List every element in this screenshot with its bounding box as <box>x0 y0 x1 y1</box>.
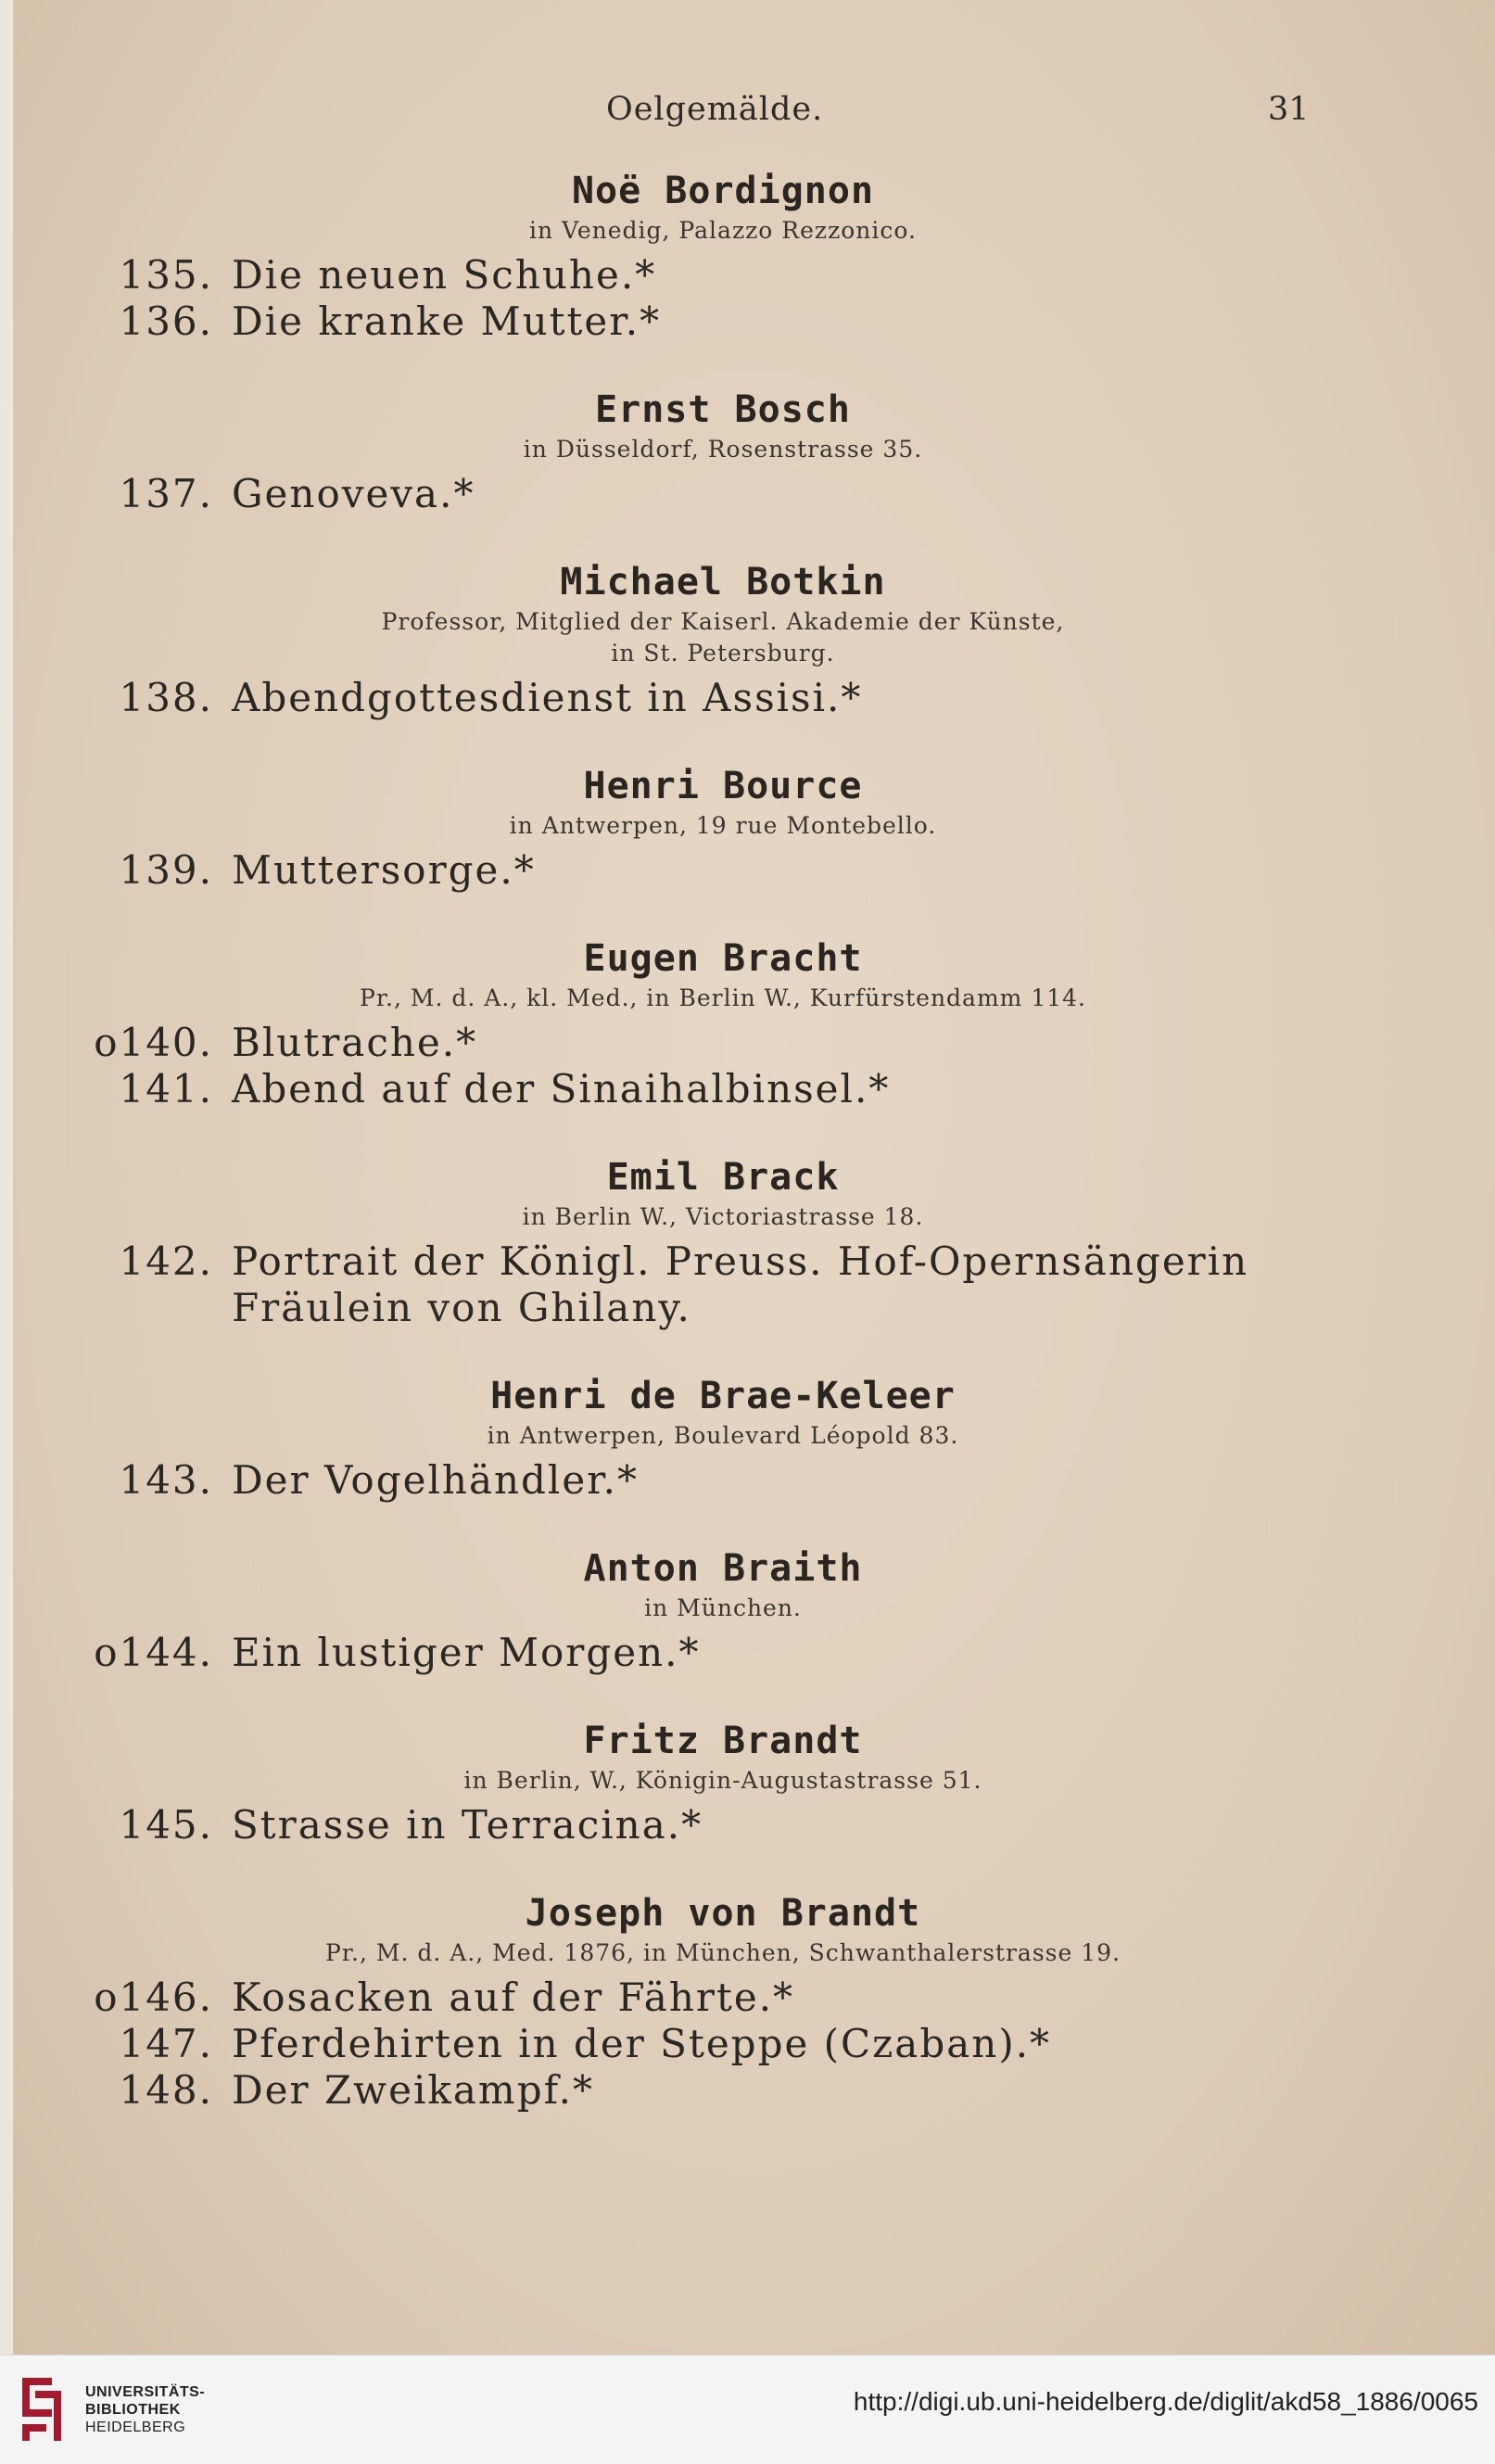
work-item <box>0 1066 1495 1112</box>
artist-entry <box>0 167 1495 345</box>
work-title: Muttersorge.* <box>232 847 536 893</box>
artist-entry <box>0 1544 1495 1676</box>
artist-entry <box>0 1889 1495 2114</box>
work-item <box>0 2021 1495 2067</box>
artist-address: in Venedig, Palazzo Rezzonico. <box>529 217 917 244</box>
artist-address: Professor, Mitglied der Kaiserl. Akademie der Künste, <box>381 608 1065 635</box>
work-item <box>0 471 1495 517</box>
works-list <box>0 675 1495 721</box>
artist-entry <box>0 762 1495 894</box>
artist-header <box>0 1889 1446 1969</box>
work-number: 137. <box>119 471 213 516</box>
work-title: Portrait der Königl. Preuss. Hof-Opernsängerin <box>232 1238 1249 1284</box>
artist-name: Henri de Brae-Keleer <box>490 1375 956 1417</box>
page-number: 31 <box>1268 91 1310 128</box>
artist-name: Noë Bordignon <box>571 170 875 212</box>
artist-entry <box>0 1153 1495 1331</box>
work-item <box>0 675 1495 721</box>
artist-header <box>0 1372 1446 1452</box>
works-list <box>0 471 1495 517</box>
library-logo-icon <box>15 2372 74 2446</box>
works-list <box>0 1238 1495 1331</box>
artist-entry <box>0 1372 1495 1504</box>
artist-name: Eugen Bracht <box>583 937 863 980</box>
artist-address: in Antwerpen, Boulevard Léopold 83. <box>487 1422 959 1449</box>
library-name <box>85 2383 205 2436</box>
work-title: Kosacken auf der Fährte.* <box>232 1975 795 2020</box>
footer-bar <box>0 2355 1495 2464</box>
work-item <box>0 1975 1495 2021</box>
work-title: Blutrache.* <box>232 1020 478 1065</box>
work-title: Die kranke Mutter.* <box>232 298 662 344</box>
works-list <box>0 1630 1495 1676</box>
work-item <box>0 2067 1495 2114</box>
work-title: Die neuen Schuhe.* <box>232 252 657 298</box>
artist-header <box>0 1153 1446 1233</box>
artist-address: Pr., M. d. A., kl. Med., in Berlin W., Kurfürstendamm 114. <box>360 984 1086 1011</box>
work-title: Abend auf der Sinaihalbinsel.* <box>232 1066 891 1111</box>
catalog-content <box>0 167 1495 2154</box>
artist-header <box>0 558 1446 669</box>
artist-name: Henri Bource <box>583 765 863 807</box>
works-list <box>0 1020 1495 1112</box>
work-item <box>0 847 1495 894</box>
artist-entry <box>0 934 1495 1112</box>
artist-entry <box>0 1717 1495 1848</box>
work-item <box>0 1020 1495 1066</box>
work-item <box>0 252 1495 298</box>
work-number: 142. <box>119 1238 213 1284</box>
work-number: 148. <box>119 2067 213 2113</box>
works-list <box>0 1457 1495 1504</box>
work-number: 139. <box>119 847 213 893</box>
work-number: 135. <box>119 252 213 298</box>
work-title: Pferdehirten in der Steppe (Czaban).* <box>232 2021 1052 2066</box>
artist-address: in Antwerpen, 19 rue Montebello. <box>509 812 937 839</box>
work-number: o144. <box>94 1630 213 1675</box>
work-number: 136. <box>119 298 213 344</box>
work-number: 141. <box>119 1066 213 1111</box>
work-title-continuation: Fräulein von Ghilany. <box>232 1285 691 1330</box>
work-item <box>0 298 1495 345</box>
works-list <box>0 1802 1495 1848</box>
work-title: Der Vogelhändler.* <box>232 1457 640 1503</box>
artist-address: in Berlin, W., Königin-Augustastrasse 51. <box>463 1767 982 1794</box>
artist-entry <box>0 558 1495 721</box>
artist-name: Emil Brack <box>606 1156 840 1199</box>
works-list <box>0 252 1495 345</box>
work-number: o146. <box>94 1975 213 2020</box>
running-title: Oelgemälde. <box>606 91 824 128</box>
library-name-line-3: HEIDELBERG <box>85 2420 186 2435</box>
artist-address: Pr., M. d. A., Med. 1876, in München, Schwanthalerstrasse 19. <box>324 1939 1121 1966</box>
work-item <box>0 1457 1495 1504</box>
works-list <box>0 1975 1495 2114</box>
running-head <box>0 91 1495 137</box>
work-item <box>0 1630 1495 1676</box>
work-item <box>0 1238 1495 1285</box>
artist-address: in St. Petersburg. <box>611 640 835 667</box>
artist-name: Anton Braith <box>583 1547 863 1590</box>
artist-address: in Düsseldorf, Rosenstrasse 35. <box>523 436 923 463</box>
library-name-line-1: UNIVERSITÄTS- <box>85 2384 206 2400</box>
artist-address: in München. <box>644 1594 802 1621</box>
artist-header <box>0 1544 1446 1624</box>
artist-header <box>0 934 1446 1014</box>
work-number: 147. <box>119 2021 213 2066</box>
artist-name: Joseph von Brandt <box>525 1892 921 1935</box>
work-number: 138. <box>119 675 213 720</box>
artist-address: in Berlin W., Victoriastrasse 18. <box>522 1203 924 1230</box>
work-number: o140. <box>94 1020 213 1065</box>
artist-header <box>0 167 1446 247</box>
work-title: Genoveva.* <box>232 471 475 516</box>
artist-entry <box>0 386 1495 517</box>
work-title: Der Zweikampf.* <box>232 2067 594 2113</box>
artist-name: Michael Botkin <box>560 561 886 603</box>
artist-header <box>0 1717 1446 1797</box>
work-title: Ein lustiger Morgen.* <box>232 1630 701 1675</box>
work-item <box>0 1802 1495 1848</box>
library-name-line-2: BIBLIOTHEK <box>85 2402 181 2418</box>
artist-name: Fritz Brandt <box>583 1720 863 1762</box>
work-title: Abendgottesdienst in Assisi.* <box>232 675 863 720</box>
work-title: Strasse in Terracina.* <box>232 1802 703 1848</box>
works-list <box>0 847 1495 894</box>
artist-name: Ernst Bosch <box>595 388 851 431</box>
work-number: 143. <box>119 1457 213 1503</box>
artist-header <box>0 386 1446 465</box>
artist-header <box>0 762 1446 842</box>
permalink-url[interactable]: http://digi.ub.uni-heidelberg.de/diglit/akd58_1886/0065 <box>853 2387 1478 2416</box>
work-number: 145. <box>119 1802 213 1848</box>
